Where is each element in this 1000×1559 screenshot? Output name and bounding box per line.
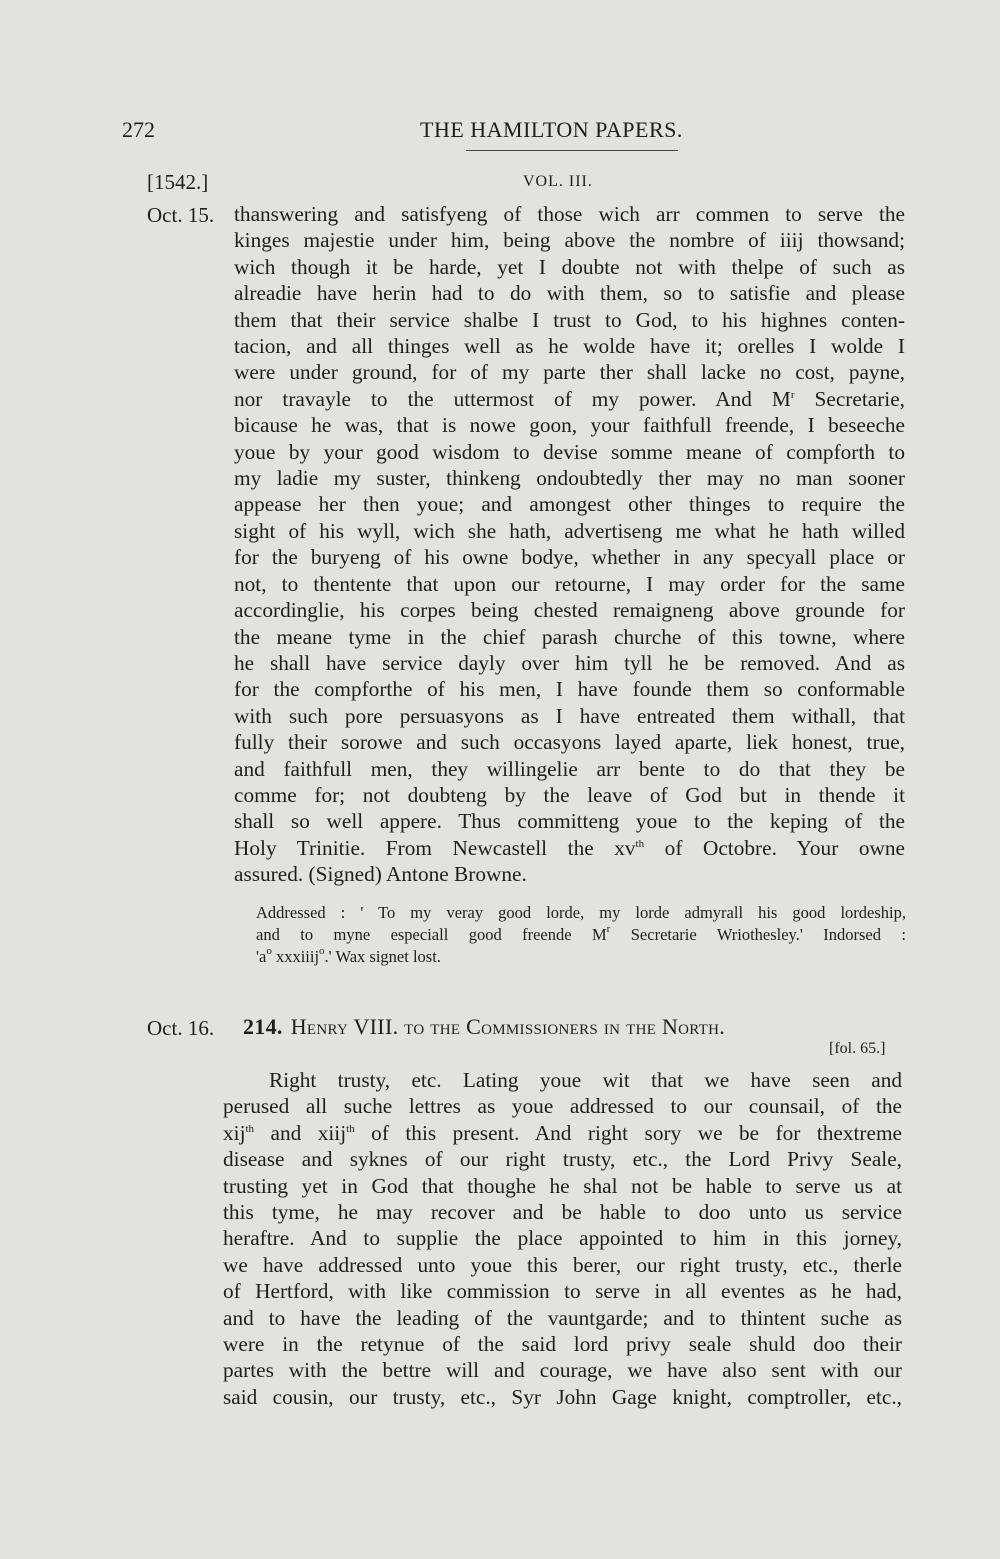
entry-heading <box>243 1014 725 1040</box>
date-marginal-oct-16: Oct. 16. <box>147 1016 215 1040</box>
text-line: my ladie my suster, thinkeng ondoubtedly ther may no man sooner <box>234 466 905 491</box>
text-line: heraftre. And to supplie the place appointed to him in this jorney, <box>223 1226 902 1251</box>
text-line: we have addressed unto youe this berer, our right trusty, etc., therle <box>223 1252 902 1277</box>
text-line: said cousin, our trusty, etc., Syr John Gage knight, comptroller, etc., <box>223 1384 902 1409</box>
text-line: alreadie have herin had to do with them, so to satisfie and please <box>234 281 905 306</box>
text-line: were under ground, for of my parte ther shall lacke no cost, payne, <box>234 360 905 385</box>
entry-title: Henry VIII. to the Commissioners in the North. <box>290 1014 726 1039</box>
text-line: perused all suche lettres as youe addressed to our counsail, of the <box>223 1094 902 1119</box>
year-marginal: [1542.] <box>147 170 209 194</box>
date-marginal-oct-15: Oct. 15. <box>147 203 215 227</box>
page-number: 272 <box>122 117 155 142</box>
text-line: Right trusty, etc. Lating youe wit that we have seen and <box>269 1068 902 1092</box>
text-line: youe by your good wisdom to devise somme meane of compforth to <box>234 439 905 464</box>
text-line: bicause he was, that is nowe goon, your faithfull freende, I beseeche <box>234 413 905 438</box>
text-line: fully their sorowe and such occasyons layed aparte, liek honest, true, <box>234 730 905 755</box>
text-line: with such pore persuasyons as I have entreated them withall, that <box>234 703 905 728</box>
text-line: kinges majestie under him, being above the nombre of iiij thowsand; <box>234 228 905 253</box>
text-line: xij$^{th}$ and xiij$^{th}$ of this present. And right sory we be for thextreme <box>223 1120 902 1145</box>
volume-label: VOL. III. <box>523 173 593 190</box>
text-line: nor travayle to the uttermost of my power. And $M^r$ Secretarie, <box>234 386 905 411</box>
text-line: wich though it be harde, yet I doubte not with thelpe of such as <box>234 254 905 279</box>
endorsement-note <box>256 902 906 968</box>
text-line: shall so well appere. Thus committeng youe to the keping of the <box>234 809 905 834</box>
text-line: for the buryeng of his owne bodye, whether in any specyall place or <box>234 545 905 570</box>
text-line: thanswering and satisfyeng of those wich arr commen to serve the <box>234 202 905 226</box>
text-line: of Hertford, with like commission to serve in all eventes as he had, <box>223 1279 902 1304</box>
text-line: tacion, and all thinges well as he wolde have it; orelles I wolde I <box>234 334 905 359</box>
entry-number: 214. <box>243 1014 283 1039</box>
note-line: Addressed : ' To my veray good lorde, my lorde admyrall his good lordeship, <box>256 903 906 922</box>
entry-214-body <box>223 1067 902 1410</box>
text-line: trusting yet in God that thoughe he shal not be hable to serve us at <box>223 1173 902 1198</box>
text-line: the meane tyme in the chief parash churche of this towne, where <box>234 624 905 649</box>
title-rule <box>466 150 678 151</box>
text-line: accordinglie, his corpes being chested remaigneng above grounde for <box>234 598 905 623</box>
letter-continued-body <box>234 201 905 888</box>
text-line: he shall have service dayly over him tyll he be removed. And as <box>234 650 905 675</box>
text-line: comme for; not doubteng by the leave of God but in thende it <box>234 782 905 807</box>
text-line: disease and syknes of our right trusty, etc., the Lord Privy Seale, <box>223 1147 902 1172</box>
text-line: were in the retynue of the said lord privy seale shuld doo their <box>223 1332 902 1357</box>
text-line: them that their service shalbe I trust to God, to his highnes conten- <box>234 307 905 332</box>
text-line: assured. (Signed) Antone Browne. <box>234 862 527 887</box>
note-line: and to myne especiall good freende $M^r$ Secretarie Wriothesley.' Indorsed : <box>256 923 906 944</box>
running-title: THE HAMILTON PAPERS. <box>420 117 683 142</box>
text-line: appease her then youe; and amongest other thinges to require the <box>234 492 905 517</box>
text-line: not, to thentente that upon our retourne, I may order for the same <box>234 571 905 596</box>
text-line: for the compforthe of his men, I have founde them so conformable <box>234 677 905 702</box>
text-line: sight of his wyll, wich she hath, advertiseng me what he hath willed <box>234 518 905 543</box>
text-line: and to have the leading of the vauntgarde; and to thintent suche as <box>223 1305 902 1330</box>
text-line: Holy Trinitie. From Newcastell the $xv^{th}$ of Octobre. Your owne <box>234 835 905 860</box>
text-line: and faithfull men, they willingelie arr bente to do that they be <box>234 756 905 781</box>
note-line: '$a^o$ xxxiiij$^o$.' Wax signet lost. <box>256 945 441 966</box>
text-line: partes with the bettre will and courage, we have also sent with our <box>223 1358 902 1383</box>
text-line: this tyme, he may recover and be hable to doo unto us service <box>223 1200 902 1225</box>
folio-reference: [fol. 65.] <box>829 1040 886 1057</box>
